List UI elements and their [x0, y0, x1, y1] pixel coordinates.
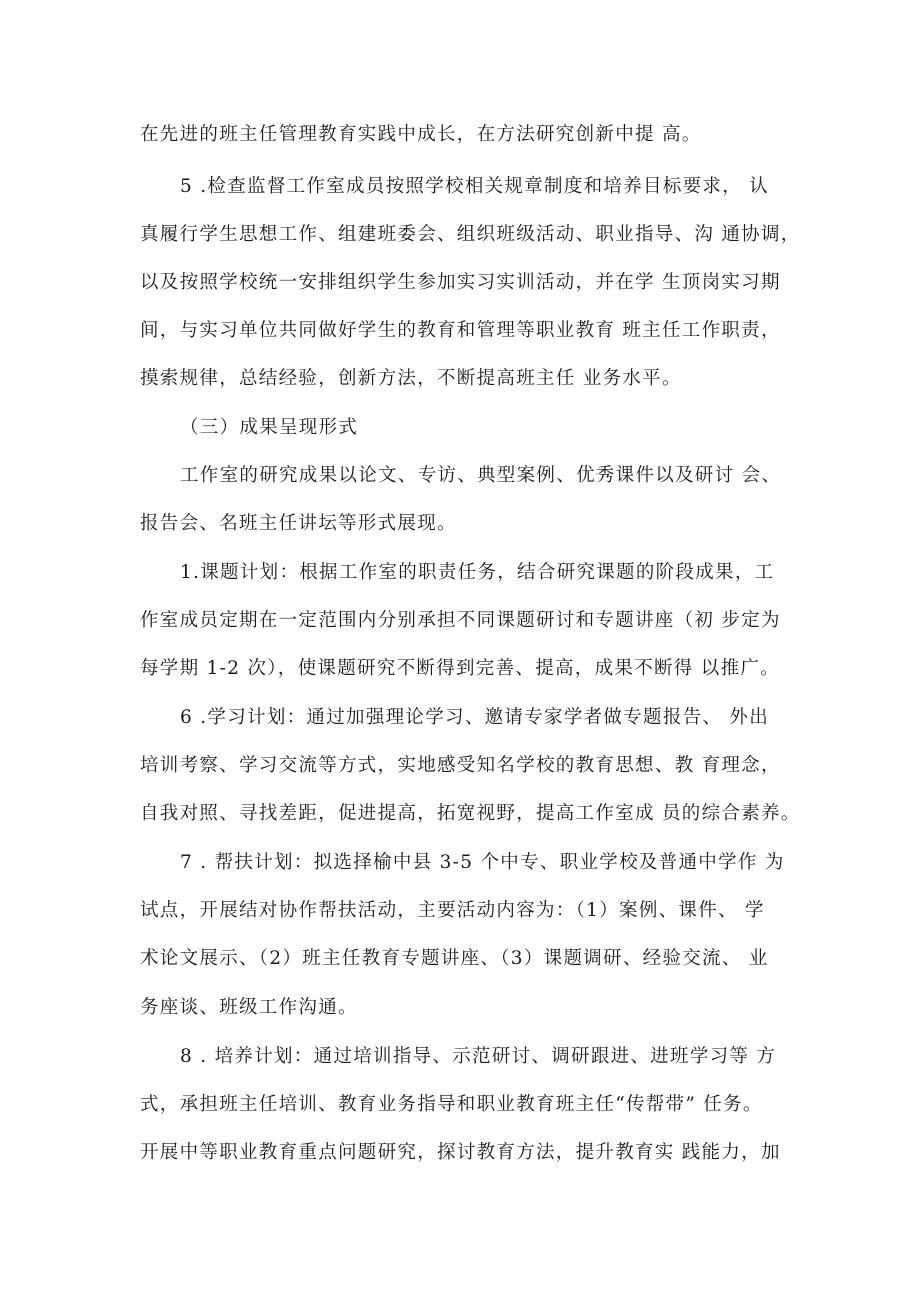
paragraph-line: 间，与实习单位共同做好学生的教育和管理等职业教育 班主任工作职责，	[140, 320, 781, 341]
paragraph-line: 8 . 培养计划：通过培训指导、示范研讨、调研跟进、进班学习等 方	[180, 1046, 777, 1067]
paragraph-line: 培训考察、学习交流等方式，实地感受知名学校的教育思想、教 育理念，	[140, 755, 781, 776]
paragraph-line: 报告会、名班主任讲坛等形式展现。	[140, 513, 457, 534]
paragraph-line: 真履行学生思想工作、组建班委会、组织班级活动、职业指导、沟 通协调，	[140, 224, 801, 245]
paragraph-line: 7 . 帮扶计划：拟选择榆中县 3-5 个中专、职业学校及普通中学作 为	[180, 852, 785, 873]
paragraph-line: 每学期 1-2 次），使课题研究不断得到完善、提高，成果不断得 以推广。	[140, 658, 780, 679]
paragraph-line: 开展中等职业教育重点问题研究，探讨教育方法，提升教育实 践能力，加	[140, 1142, 781, 1163]
paragraph-line: 试点，开展结对协作帮扶活动，主要活动内容为：（1）案例、课件、 学	[140, 900, 765, 921]
paragraph-line: 6 .学习计划：通过加强理论学习、邀请专家学者做专题报告、 外出	[180, 707, 770, 728]
paragraph-line: 自我对照、寻找差距，促进提高，拓宽视野，提高工作室成 员的综合素养。	[140, 803, 801, 824]
paragraph-line: 工作室的研究成果以论文、专访、典型案例、优秀课件以及研讨 会、	[180, 465, 782, 486]
paragraph-line: 1.课题计划：根据工作室的职责任务，结合研究课题的阶段成果，工	[180, 562, 775, 583]
paragraph-line: 术论文展示、（2）班主任教育专题讲座、（3）课题调研、经验交流、 业	[140, 948, 769, 969]
paragraph-line: 在先进的班主任管理教育实践中成长，在方法研究创新中提 高。	[140, 124, 702, 145]
paragraph-line: 5 .检查监督工作室成员按照学校相关规章制度和培养目标要求， 认	[180, 176, 770, 197]
section-heading: （三）成果呈现形式	[180, 417, 359, 438]
paragraph-line: 摸索规律，总结经验，创新方法，不断提高班主任 业务水平。	[140, 368, 682, 389]
paragraph-line: 作室成员定期在一定范围内分别承担不同课题研讨和专题讲座（初 步定为	[140, 610, 781, 631]
paragraph-line: 式，承担班主任培训、教育业务指导和职业教育班主任“传帮带” 任务。	[140, 1094, 763, 1115]
paragraph-line: 以及按照学校统一安排组织学生参加实习实训活动，并在学 生顶岗实习期	[140, 272, 781, 293]
paragraph-line: 务座谈、班级工作沟通。	[140, 997, 358, 1018]
